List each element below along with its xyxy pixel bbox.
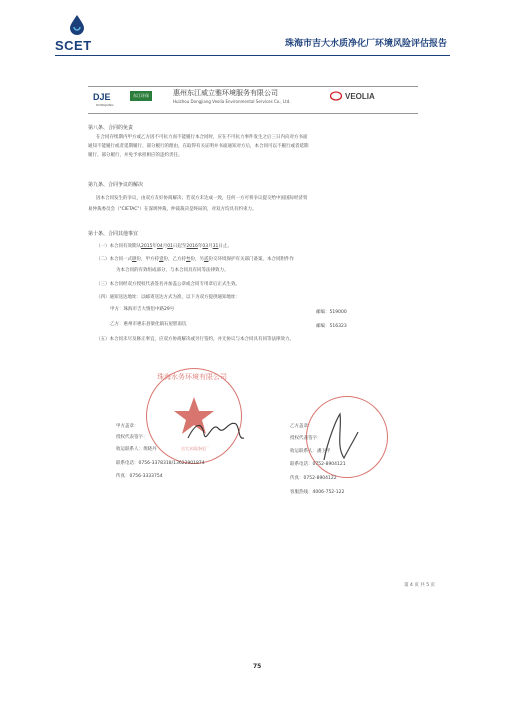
party-a-seal-label: 甲方盖章： (116, 424, 139, 429)
dje-logo-subtext: DONGJIANG (96, 103, 114, 107)
address-party-a: 甲方：珠海市吉大情侣中路29号 (110, 307, 175, 312)
party-b-hotline: 客服热线：4006-752-122 (290, 490, 345, 495)
party-a-rep-label: 授权代表签字： (116, 435, 148, 440)
party-a-contact-name: 黄晓丹 (143, 447, 157, 452)
party-b-rep-label: 授权代表签字： (290, 436, 322, 441)
clause-2-text: 份交环境保护有关部门备案，本合同附件作 (208, 257, 294, 262)
clause-2-text: 份，乙方持 (163, 257, 186, 262)
section-9-line-1: 因本合同发生的争议，由双方友好协商解决；若双方未达成一致，任何一方可将争议提交给中国国际经济贸 (96, 196, 308, 201)
clause-5: （五）本合同未尽及修正事宜，应双方协商解决或另行签约，并无协议与本合同具有同等法律效力。 (96, 337, 294, 342)
party-b-contact-name: 潘卫平 (317, 449, 331, 454)
veolia-logo-icon (330, 91, 342, 101)
section-10-title: 第十条、合同其他事宜 (88, 231, 139, 237)
section-8-title: 第八条、合同的免责 (88, 125, 134, 131)
veolia-logo-text: VEOLIA (345, 92, 375, 101)
postcode-party-b: 邮编：516323 (316, 324, 347, 329)
company-name-en: Huizhou Dongjiang Veolia Environmental Services Co., Ltd. (173, 99, 291, 104)
scet-logo-text: SCET (55, 38, 92, 53)
clause-2-copies: 肆 (132, 257, 137, 262)
party-b-contact-label: 收运联系人： (290, 449, 317, 454)
clause-1-start-month: 04 (156, 244, 163, 249)
clause-2-party-b-copies: 叁 (186, 257, 191, 262)
party-a-contact (116, 446, 157, 453)
dje-badge: 东江环保 (130, 91, 152, 101)
clause-1-start-year: 2015 (141, 244, 153, 249)
dje-logo: DJE (93, 92, 111, 102)
clause-1-end-day: 31 (212, 244, 219, 249)
clause-1-text: 月 (208, 244, 213, 249)
clause-2-text: 份，甲方持 (136, 257, 159, 262)
party-a-fax: 传真：0756-3333754 (116, 474, 163, 479)
section-8-line-2: 通知不能履行或者延期履行、部分履行的理由，在取得有关证明并书面通知对方后，本合同可以不履行或者延期 (88, 144, 309, 149)
clause-2-party-a-copies: 壹 (159, 257, 164, 262)
clause-1-text: 年 (152, 244, 157, 249)
party-b-phone: 联系电话：0752-8904121 (290, 462, 346, 467)
company-name-cn: 惠州东江威立雅环境服务有限公司 (173, 89, 278, 97)
party-b-fax: 传真：0752-8904122 (290, 476, 337, 481)
clause-1-text: 日止。 (218, 244, 232, 249)
clause-1-start-day: 01 (167, 244, 173, 249)
clause-2 (96, 256, 294, 263)
header-divider (55, 55, 450, 56)
clause-1-text: （一）本合同有效期从 (96, 244, 141, 249)
clause-1-end-year: 2016 (186, 244, 198, 249)
clause-1-text: 日起至 (172, 244, 187, 249)
clause-2-text: （二）本合同一式 (96, 257, 132, 262)
section-8-line-3: 履行、部分履行，并免予承担相应的违约责任。 (88, 153, 183, 158)
party-a-contact-label: 收运联系人： (116, 447, 143, 452)
clause-2-other-copies: 贰 (204, 257, 209, 262)
section-8-line-1: 在合同存续期内甲方或乙方因不可抗力而不能履行本合同时，应在不可抗力事件发生之后三日内向对方书面 (96, 135, 308, 140)
party-b-seal-label: 乙方盖章： (290, 424, 313, 429)
signature-party-a (186, 414, 246, 448)
clause-4: （四）通知送达地址：以邮寄送达方式为准，以下为双方提供通知地址： (96, 295, 240, 300)
clause-1-end-month: 03 (202, 244, 209, 249)
postcode-party-a: 邮编：519000 (316, 310, 347, 315)
clause-2-text: 份，另 (190, 257, 204, 262)
party-b-contact (290, 448, 331, 455)
page-title: 珠海市吉大水质净化厂环境风险评估报告 (284, 39, 447, 49)
scet-logo-icon (70, 15, 84, 35)
address-party-b: 乙方：惠州市惠东县梁化镇石屋胆南坑 (110, 322, 187, 327)
seal-party-a-subtext: 吉大水质净化厂 (181, 446, 209, 451)
section-9-line-2: 易仲裁委员会（"CIETAC"）在深圳仲裁，仲裁裁决是终局的，对双方均具有约束力。 (88, 207, 257, 212)
signature-party-b (318, 410, 362, 466)
clause-3: （三）本合同经双方授权代表签名并加盖公章或合同专用章后正式生效。 (96, 282, 240, 287)
clause-1-text: 年 (197, 244, 203, 249)
section-9-title: 第九条、合同争议的解决 (88, 182, 144, 188)
party-a-phone: 联系电话：0756-3378318/13622901874 (116, 461, 205, 466)
clause-1 (96, 243, 232, 250)
page-indicator: 第 4 页 共 5 页 (404, 583, 435, 588)
page-number: 75 (253, 663, 262, 670)
seal-party-a-text: 珠海水务环境有限公司 (157, 373, 227, 381)
clause-2-line-2: 为本合同的有效组成部分，与本合同具有同等法律效力。 (116, 268, 229, 273)
clause-1-text: 月 (162, 244, 168, 249)
